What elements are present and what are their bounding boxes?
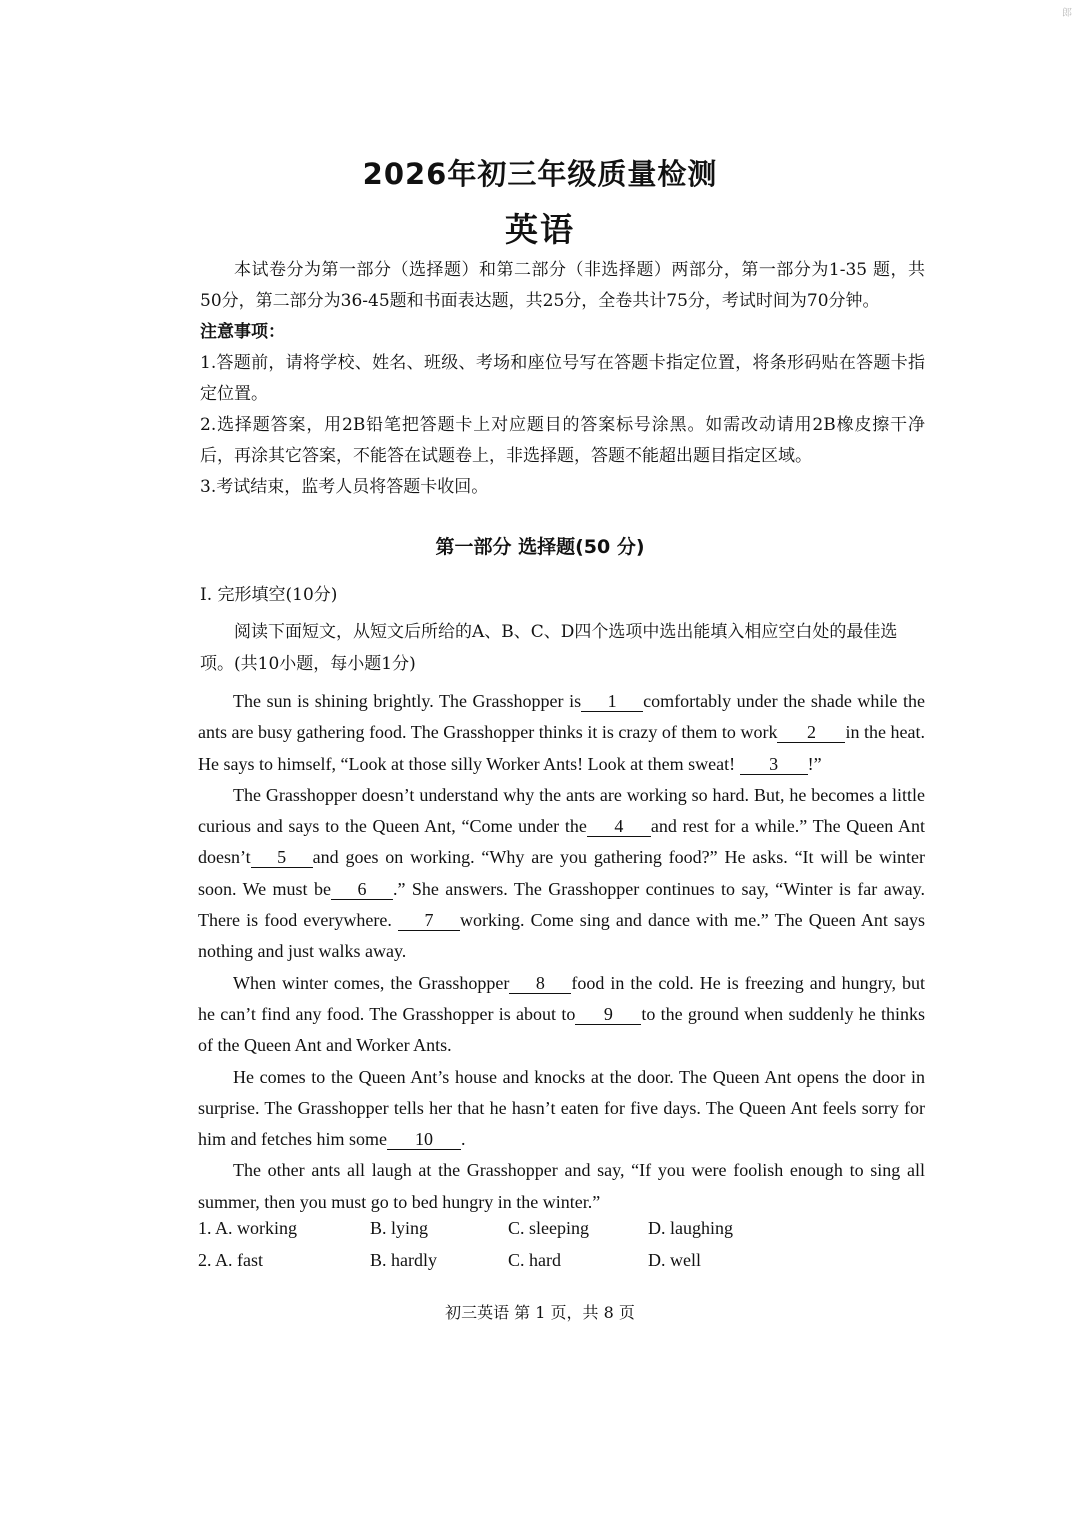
option-2b: B. hardly (370, 1250, 437, 1270)
section-heading: 第一部分 选择题(50 分) (435, 536, 645, 558)
passage-text: The sun is shining brightly. The Grasshopper is (233, 691, 582, 711)
intro-block (200, 255, 925, 503)
blank-9: 9 (575, 1004, 641, 1025)
passage-text: .” She answers. The Grasshopper continues to say, “Winter is far away. There is food everywhere. (198, 878, 926, 931)
passage-text: When winter comes, the Grasshopper (233, 972, 510, 993)
passage-text: comfortably under the shade while the ants are busy gathering food. The Grasshopper thinks it is crazy of them to work (198, 691, 925, 743)
passage-text: working. Come sing and dance with me.” The Queen Ant says nothing and just walks away. (198, 910, 926, 962)
question-instruction (200, 616, 925, 680)
passage-text: and rest for a while.” The Queen Ant doesn’t (198, 816, 925, 868)
option-2c: C. hard (508, 1250, 561, 1270)
option-row-1 (198, 1218, 925, 1250)
option-2d: D. well (648, 1250, 701, 1270)
blank-1: 1 (581, 691, 643, 712)
blank-3: 3 (740, 754, 808, 775)
blank-5: 5 (251, 847, 313, 868)
corner-mark: 郎 (1062, 8, 1072, 19)
option-1c: C. sleeping (508, 1218, 589, 1238)
passage-paragraph-1 (198, 686, 925, 780)
passage-text: . (460, 1129, 466, 1150)
blank-7: 7 (398, 910, 460, 931)
subject-title: 英语 (505, 210, 575, 249)
option-1d: D. laughing (648, 1218, 733, 1238)
blank-6: 6 (331, 879, 393, 900)
passage-text: The Grasshopper doesn’t understand why the ants are working so hard. But, he becomes a little curious and says to the Queen Ant, “Come under the (198, 784, 925, 837)
passage-paragraph-4 (198, 1062, 925, 1156)
option-1b: B. lying (370, 1218, 429, 1238)
notice-item-1: 1.答题前，请将学校、姓名、班级、考场和座位号写在答题卡指定位置，将条形码贴在答题卡指定位置。 (200, 353, 925, 404)
option-row-2 (198, 1250, 925, 1282)
passage-paragraph-5: The other ants all laugh at the Grasshopper and say, “If you were foolish enough to sing all summer, then you must go to bed hungry in the winter.” (198, 1160, 925, 1212)
blank-4: 4 (587, 816, 651, 837)
option-1a: 1. A. working (198, 1218, 297, 1238)
passage-text: !” (807, 753, 822, 774)
passage-text: He comes to the Queen Ant’s house and knocks at the door. The Queen Ant opens the door in surprise. The Grasshopper tells her that he hasn’t eaten for five days. The Queen Ant feels sorry for him and fetches him some (198, 1066, 925, 1150)
intro-paragraph: 本试卷分为第一部分（选择题）和第二部分（非选择题）两部分，第一部分为1-35 题，共50分，第二部分为36-45题和书面表达题，共25分，全卷共计75分，考试时间为70分钟。 (200, 260, 925, 311)
option-2a: 2. A. fast (198, 1250, 263, 1270)
question-label: I. 完形填空(10分) (200, 585, 338, 605)
exam-title: 2026年初三年级质量检测 (362, 157, 718, 191)
blank-10: 10 (387, 1129, 461, 1150)
passage-paragraph-3 (198, 968, 925, 1062)
blank-8: 8 (509, 973, 571, 994)
answer-options (198, 1218, 925, 1282)
instruction-text: 阅读下面短文，从短文后所给的A、B、C、D四个选项中选出能填入相应空白处的最佳选项。(共10小题，每小题1分) (200, 622, 898, 674)
page-footer: 初三英语 第 1 页，共 8 页 (445, 1303, 635, 1322)
passage-text: to the ground when suddenly he thinks of the Queen Ant and Worker Ants. (198, 1003, 926, 1056)
passage-paragraph-2 (198, 780, 925, 968)
cloze-passage (198, 686, 925, 1218)
notice-item-3: 3.考试结束，监考人员将答题卡收回。 (200, 477, 489, 497)
notice-title: 注意事项： (200, 322, 285, 342)
blank-2: 2 (777, 722, 845, 743)
notice-item-2: 2.选择题答案，用2B铅笔把答题卡上对应题目的答案标号涂黑。如需改动请用2B橡皮擦干净后，再涂其它答案，不能答在试题卷上，非选择题，答题不能超出题目指定区域。 (200, 415, 925, 466)
passage-text: and goes on working. “Why are you gathering food?” He asks. “It will be winter soon. We must be (198, 847, 925, 899)
passage-text: food in the cold. He is freezing and hungry, but he can’t find any food. The Grasshopper is about to (198, 972, 925, 1024)
passage-text: in the heat. He says to himself, “Look at those silly Worker Ants! Look at them sweat! (198, 722, 925, 774)
